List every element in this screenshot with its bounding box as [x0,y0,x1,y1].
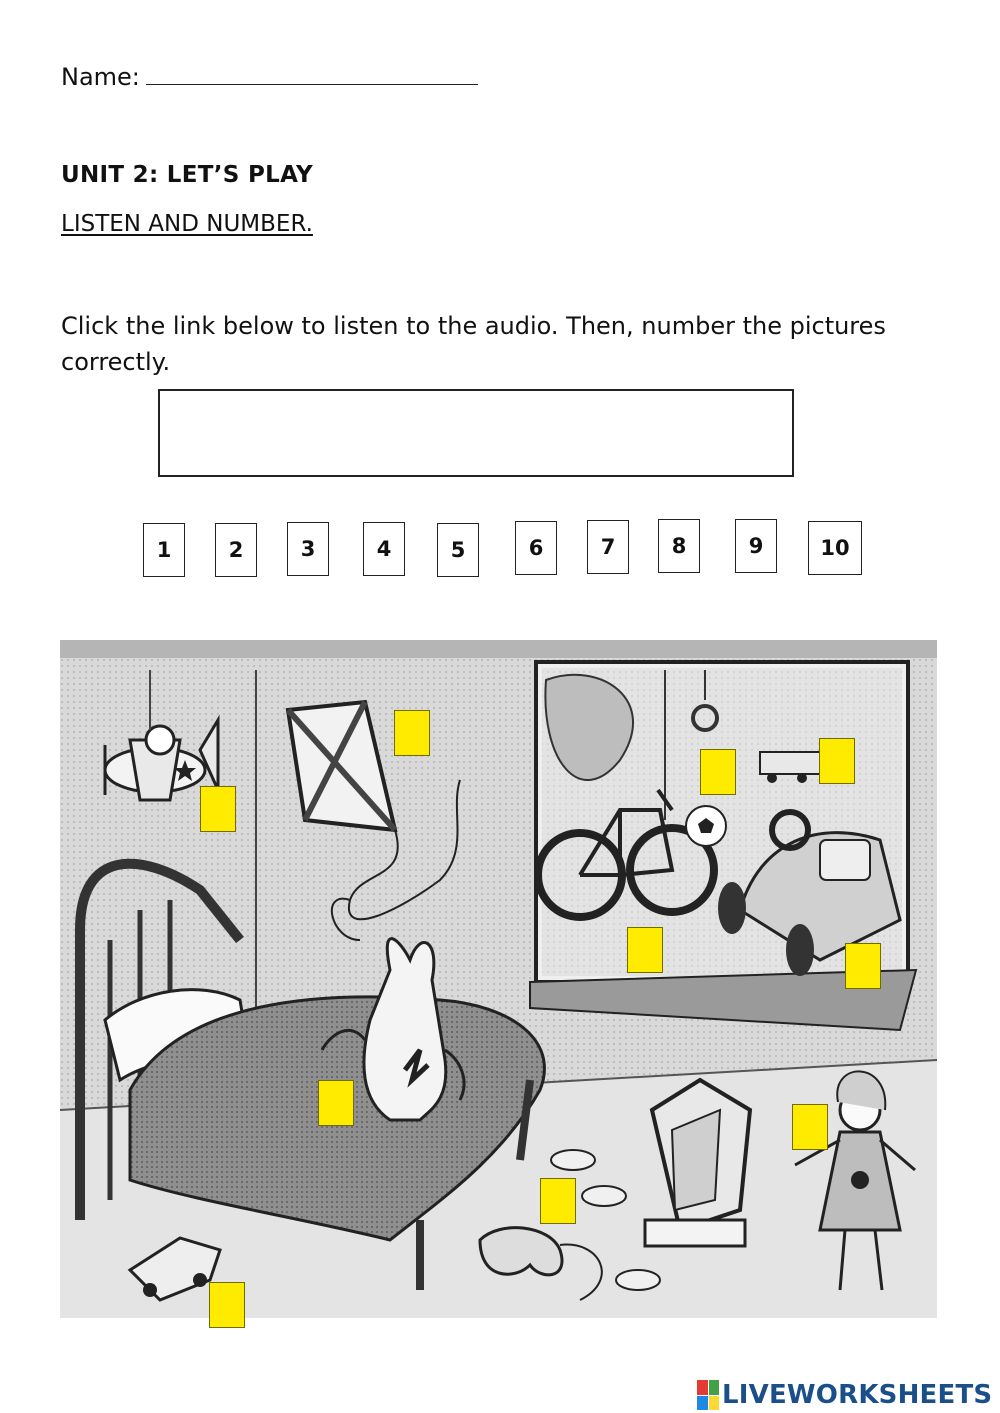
number-box-6: 6 [515,521,557,575]
answer-box-controller[interactable] [540,1178,576,1224]
instructions-text: Click the link below to listen to the audio. Then, number the pictures correctly. [61,312,886,376]
task-subtitle: LISTEN AND NUMBER. [61,211,313,237]
number-box-10: 10 [808,521,862,575]
answer-box-window-top[interactable] [700,749,736,795]
audio-link-box[interactable] [158,389,794,477]
unit-title: UNIT 2: LET’S PLAY [61,162,313,188]
answer-box-monster[interactable] [318,1080,354,1126]
name-field [61,62,478,91]
answer-box-ride-on-car[interactable] [845,943,881,989]
answer-box-kite[interactable] [394,710,430,756]
number-box-4: 4 [363,522,405,576]
logo-mark-icon [697,1380,719,1410]
answer-box-bicycle[interactable] [627,927,663,973]
answer-box-plane[interactable] [200,786,236,832]
answer-box-toy-car[interactable] [209,1282,245,1328]
number-box-2: 2 [215,523,257,577]
number-box-5: 5 [437,523,479,577]
answer-box-train[interactable] [819,738,855,784]
name-blank-line[interactable] [146,62,478,85]
answer-box-doll[interactable] [792,1104,828,1150]
football [686,806,726,846]
number-box-7: 7 [587,520,629,574]
bedroom-illustration [60,640,937,1318]
brand-name: LIVEWORKSHEETS [722,1380,993,1410]
number-box-8: 8 [658,519,700,573]
name-label: Name: [61,63,140,91]
number-box-3: 3 [287,522,329,576]
number-box-9: 9 [735,519,777,573]
liveworksheets-logo [697,1378,992,1412]
number-box-1: 1 [143,523,185,577]
